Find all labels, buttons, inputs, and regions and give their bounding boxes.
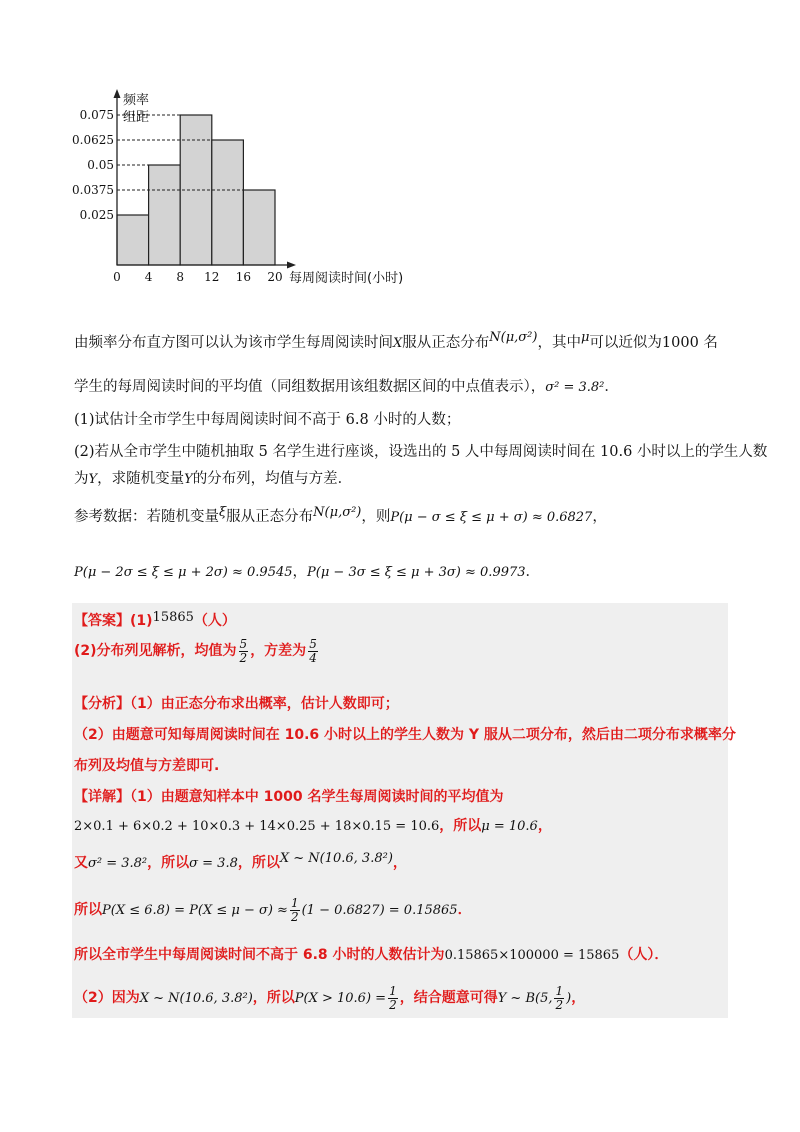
var-mu: μ bbox=[580, 330, 590, 345]
mean-fraction bbox=[239, 638, 249, 664]
text-segment: ． bbox=[604, 379, 619, 395]
answer-line-1 bbox=[74, 610, 236, 630]
x-distribution: X ~ N(10.6, 3.8²) bbox=[139, 991, 253, 1007]
sigma-squared: σ² = 3.8² bbox=[88, 856, 148, 871]
text-segment: 服从正态分布 bbox=[402, 335, 490, 351]
numerator: 1 bbox=[290, 896, 299, 910]
x-tick-label: 8 bbox=[176, 270, 185, 284]
x-tick-label: 12 bbox=[204, 270, 220, 284]
text-segment: 为 bbox=[74, 471, 89, 487]
problem-para-1 bbox=[74, 330, 738, 352]
text-segment: 的分布列，均值与方差． bbox=[192, 471, 353, 487]
detail-prob-line bbox=[74, 897, 472, 923]
analysis-line-1: 【分析】（1）由正态分布求出概率，估计人数即可； bbox=[74, 696, 399, 712]
answer-label: 【答案】(1) bbox=[74, 613, 153, 629]
text-segment: ，其中 bbox=[537, 335, 581, 351]
denominator: 2 bbox=[389, 997, 397, 1012]
y-tick-label: 0.075 bbox=[79, 108, 114, 122]
detail-sigma-line bbox=[74, 851, 407, 872]
var-y: Y bbox=[88, 472, 98, 487]
binomial-p-fraction bbox=[554, 985, 564, 1011]
reference-line-2 bbox=[74, 560, 738, 581]
text-segment: 服从正态分布 bbox=[226, 509, 314, 525]
detail-count-line bbox=[74, 944, 668, 964]
prob-3sigma: P(μ − 3σ ≤ ξ ≤ μ + 3σ) ≈ 0.9973 bbox=[307, 565, 526, 580]
problem-para-2 bbox=[74, 375, 738, 396]
normal-dist: N(μ,σ²) bbox=[489, 330, 538, 345]
histogram-bar bbox=[149, 165, 181, 265]
histogram bbox=[60, 80, 460, 295]
reference-line-1 bbox=[74, 505, 738, 526]
var-xi: ξ bbox=[219, 505, 227, 520]
text-segment: ，结合题意可得 bbox=[399, 990, 498, 1007]
x-tick-label: 20 bbox=[267, 270, 283, 284]
text-segment: ，所以 bbox=[439, 818, 482, 834]
denominator: 4 bbox=[309, 650, 317, 665]
histogram-bar bbox=[117, 215, 149, 265]
numerator: 1 bbox=[389, 984, 397, 998]
binomial-close: ) bbox=[566, 991, 572, 1007]
x-axis-arrow bbox=[287, 262, 296, 269]
half-fraction bbox=[388, 985, 398, 1011]
analysis-line-2a: （2）由题意可知每周阅读时间在 10.6 小时以上的学生人数为 Y 服从二项分布，然后由二项分布求概率分 bbox=[74, 727, 736, 743]
answer-line-2 bbox=[74, 638, 320, 664]
text-segment: 所以全市学生中每周阅读时间不高于 6.8 小时的人数估计为 bbox=[74, 947, 445, 963]
answer-1-unit: （人） bbox=[193, 613, 236, 629]
y-tick-label: 0.025 bbox=[79, 208, 114, 222]
x-tick-label: 0 bbox=[113, 270, 121, 284]
mean-calculation: 2×0.1 + 6×0.2 + 10×0.3 + 14×0.25 + 18×0.15 = 10.6 bbox=[74, 819, 440, 834]
question-2-line-2 bbox=[74, 467, 738, 488]
detail-mean-line bbox=[74, 815, 552, 835]
text-segment: ，方差为 bbox=[250, 643, 307, 660]
text-segment: ， bbox=[571, 990, 586, 1007]
text-segment: ，则 bbox=[361, 509, 391, 525]
denominator: 2 bbox=[555, 997, 564, 1012]
numerator: 5 bbox=[239, 637, 248, 651]
text-segment: ， bbox=[292, 564, 308, 580]
y-axis-label-line-1: 频率 bbox=[123, 93, 150, 108]
prob-x-gt: P(X > 10.6) = bbox=[294, 991, 387, 1007]
normal-dist: N(μ,σ²) bbox=[313, 505, 362, 520]
sigma-value: σ = 3.8 bbox=[189, 856, 238, 871]
prob-2sigma: P(μ − 2σ ≤ ξ ≤ μ + 2σ) ≈ 0.9545 bbox=[74, 565, 293, 580]
text-segment: 参考数据：若随机变量 bbox=[74, 509, 219, 525]
text-segment: ，所以 bbox=[147, 855, 190, 871]
text-segment: (2)分布列见解析，均值为 bbox=[74, 643, 237, 660]
text-segment: ． bbox=[457, 902, 472, 919]
count-expression: 0.15865×100000 = 15865 bbox=[444, 948, 620, 963]
text-segment: 学生的每周阅读时间的平均值（同组数据用该组数据区间的中点值表示）， bbox=[74, 379, 546, 395]
histogram-bar bbox=[212, 140, 244, 265]
x-tick-label: 16 bbox=[235, 270, 252, 284]
prob-1sigma: P(μ − σ ≤ ξ ≤ μ + σ) ≈ 0.6827 bbox=[390, 510, 593, 525]
text-segment: ，求随机变量 bbox=[97, 471, 185, 487]
question-1: (1)试估计全市学生中每周阅读时间不高于 6.8 小时的人数； bbox=[74, 412, 461, 428]
y-tick-label: 0.0625 bbox=[72, 133, 114, 147]
denominator: 2 bbox=[290, 909, 299, 924]
text-segment: ，所以 bbox=[237, 855, 280, 871]
text-segment: ． bbox=[525, 564, 541, 580]
y-tick-label: 0.0375 bbox=[72, 183, 114, 197]
text-segment: 所以 bbox=[74, 902, 102, 919]
histogram-bar bbox=[243, 190, 275, 265]
text-segment: ， bbox=[592, 509, 607, 525]
y-axis-label-line-2: 组距 bbox=[123, 110, 150, 125]
text-segment: 可以近似为1000 名 bbox=[589, 335, 718, 351]
analysis-line-2b: 布列及均值与方差即可. bbox=[74, 758, 220, 774]
numerator: 5 bbox=[309, 637, 317, 651]
detail-q2-line bbox=[74, 985, 585, 1011]
text-segment: （人）． bbox=[619, 947, 669, 963]
prob-expression: P(X ≤ 6.8) = P(X ≤ μ − σ) ≈ bbox=[102, 903, 288, 919]
text-segment: ， bbox=[537, 818, 552, 834]
mu-value: μ = 10.6 bbox=[481, 819, 538, 834]
histogram-svg bbox=[60, 80, 460, 295]
text-segment: （2）因为 bbox=[74, 990, 140, 1007]
text-segment: 又 bbox=[74, 855, 88, 871]
x-axis-label: 每周阅读时间(小时) bbox=[289, 271, 404, 286]
binomial-dist: Y ~ B(5, bbox=[497, 991, 553, 1007]
answer-1-value: 15865 bbox=[152, 610, 194, 625]
denominator: 2 bbox=[239, 650, 248, 665]
sigma-value: σ² = 3.8² bbox=[545, 380, 605, 395]
var-x: X bbox=[393, 336, 403, 351]
question-2-line-1: (2)若从全市学生中随机抽取 5 名学生进行座谈，设选出的 5 人中每周阅读时间在 10.6 小时以上的学生人数 bbox=[74, 444, 768, 460]
prob-result: (1 − 0.6827) = 0.15865 bbox=[301, 903, 458, 919]
y-axis-arrow bbox=[114, 89, 121, 98]
x-tick-label: 4 bbox=[144, 270, 153, 284]
variance-fraction bbox=[308, 638, 318, 664]
text-segment: ，所以 bbox=[252, 990, 295, 1007]
detail-line-1: 【详解】（1）由题意知样本中 1000 名学生每周阅读时间的平均值为 bbox=[74, 789, 504, 805]
text-segment: 由频率分布直方图可以认为该市学生每周阅读时间 bbox=[74, 335, 393, 351]
var-y: Y bbox=[184, 472, 193, 487]
y-tick-label: 0.05 bbox=[87, 158, 114, 172]
half-fraction bbox=[290, 897, 300, 923]
text-segment: ， bbox=[392, 855, 407, 871]
x-distribution: X ~ N(10.6, 3.8²) bbox=[279, 851, 393, 866]
numerator: 1 bbox=[555, 984, 564, 998]
